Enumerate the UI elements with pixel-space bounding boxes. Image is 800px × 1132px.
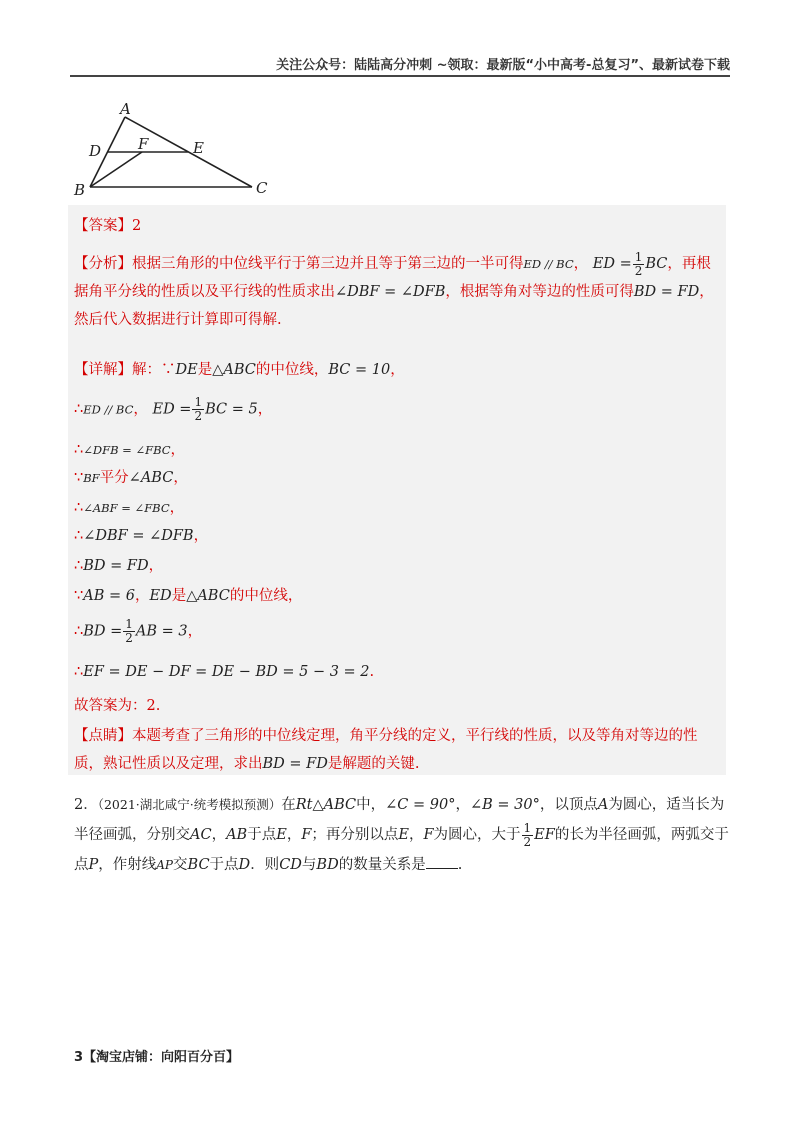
q-math: BC xyxy=(187,857,210,873)
point-label-f: F xyxy=(138,135,149,153)
q-math: EF xyxy=(534,827,555,843)
analysis-text-1: 根据三角形的中位线平行于第三边并且等于第三边的一半可得 xyxy=(132,256,524,272)
step-math: DE xyxy=(175,362,198,378)
step-math: AB = 3 xyxy=(135,623,188,640)
q-math: ∠C = 90° xyxy=(385,797,456,813)
question-source: （2021·湖北咸宁·统考模拟预测） xyxy=(97,797,282,812)
step-math: ED // BC xyxy=(83,402,134,417)
step-text: ， xyxy=(257,401,273,418)
analysis-math-1: ED // BC xyxy=(523,257,574,271)
q-text: ， xyxy=(286,827,302,843)
detail-step-3 xyxy=(74,438,185,459)
conclusion-line: 故答案为：2. xyxy=(74,698,161,714)
q-text: ， xyxy=(408,827,424,843)
page-footer: 3【淘宝店铺：向阳百分百】 xyxy=(74,1050,240,1065)
point-label-b: B xyxy=(74,181,86,199)
step-symbol: ∴ xyxy=(74,442,84,458)
point-label-d: D xyxy=(89,142,102,160)
comment-text: 本题考查了三角形的中位线定理，角平分线的定义，平行线的性质，以及等角对等边的性质，熟记性质以及定理，求出 xyxy=(74,728,698,772)
step-math: △ABC xyxy=(212,362,256,378)
q-text: ．则 xyxy=(250,857,280,873)
answer-value: 2 xyxy=(132,218,142,234)
fraction-numerator: 1 xyxy=(634,249,643,264)
answer-line xyxy=(74,214,141,235)
header-rule xyxy=(70,75,730,77)
step-text: . xyxy=(369,664,375,680)
step-symbol: ∵ xyxy=(74,470,84,486)
step-text: ， xyxy=(193,528,209,544)
question-number: 2． xyxy=(74,797,98,813)
q-text: 为圆心，大于 xyxy=(433,827,521,843)
point-label-e: E xyxy=(193,139,204,157)
q-math: E xyxy=(276,827,287,843)
analysis-text-2: ，再根据角平分线的性质以及平行线的性质求出 xyxy=(74,256,711,300)
step-symbol: ∴ xyxy=(74,558,84,574)
answer-tag: 【答案】 xyxy=(74,218,132,234)
q-math: AC xyxy=(190,827,212,843)
comment-math: BD = FD xyxy=(262,756,328,772)
step-text: ， xyxy=(173,470,188,486)
step-math: ∠DFB = ∠FBC xyxy=(83,443,171,457)
step-symbol: ∴ xyxy=(74,500,84,516)
step-math: ∠ABC xyxy=(128,470,174,486)
fraction-numerator: 1 xyxy=(125,617,133,631)
detail-tag: 【详解】 xyxy=(74,362,132,378)
comment-paragraph xyxy=(74,722,724,778)
analysis-math-3: ∠DBF = ∠DFB xyxy=(335,284,446,300)
detail-step-10 xyxy=(74,664,374,680)
step-fraction xyxy=(192,396,204,423)
detail-step-4 xyxy=(74,466,188,487)
step-math: △ABC xyxy=(186,588,230,604)
step-math: BD = xyxy=(83,623,123,640)
analysis-tag: 【分析】 xyxy=(74,256,132,272)
q-math: F xyxy=(301,827,312,843)
step-text: ， xyxy=(134,588,150,604)
step-text: ， xyxy=(169,500,185,516)
analysis-math-2-left: ED = xyxy=(592,256,632,272)
q-text: ，作射线 xyxy=(98,857,157,873)
step-math: BC = 5 xyxy=(205,401,258,418)
q-text: 于点 xyxy=(247,827,277,843)
step-symbol: ∴ xyxy=(74,623,84,640)
q-math: ∠B = 30° xyxy=(469,797,540,813)
fraction-denominator: 2 xyxy=(194,409,203,423)
q-math: AB xyxy=(226,827,248,843)
step-math: ∠ABF = ∠FBC xyxy=(83,501,170,515)
q-fraction xyxy=(522,822,534,849)
question-2 xyxy=(74,790,729,880)
fraction-denominator: 2 xyxy=(634,263,643,278)
q-text: 中， xyxy=(356,797,386,813)
detail-step-6 xyxy=(74,524,208,545)
detail-step-7 xyxy=(74,554,163,575)
q-math: BD xyxy=(316,857,339,873)
q-text: 为圆心，适当长为半径画弧，分别交 xyxy=(74,797,725,843)
triangle-figure xyxy=(72,100,282,200)
q-text: ， xyxy=(211,827,227,843)
q-math: CD xyxy=(279,857,302,873)
step-text: 是 xyxy=(171,588,187,604)
q-math: Rt△ABC xyxy=(295,797,357,813)
step-math: ED xyxy=(149,588,172,604)
comment-tag: 【点睛】 xyxy=(74,728,132,744)
q-math: F xyxy=(423,827,434,843)
fraction-denominator: 2 xyxy=(125,631,133,645)
step-math: BF xyxy=(83,471,100,485)
answer-blank[interactable] xyxy=(426,854,458,869)
q-text: 于点 xyxy=(209,857,239,873)
q-text: 的数量关系是 xyxy=(338,857,426,873)
analysis-math-4: BD = FD xyxy=(633,284,700,300)
step-symbol: ∴ xyxy=(74,664,84,680)
q-text: 在 xyxy=(281,797,296,813)
step-symbol: ∴ xyxy=(74,528,84,544)
analysis-paragraph xyxy=(74,250,724,334)
detail-step-9 xyxy=(74,618,202,645)
step-text: 的中位线， xyxy=(229,588,303,604)
q-text: 与 xyxy=(301,857,317,873)
detail-step-1 xyxy=(74,358,405,379)
q-text: . xyxy=(457,857,463,873)
step-fraction xyxy=(123,618,135,645)
step-math: BD = FD xyxy=(83,558,149,574)
step-text: 平分 xyxy=(99,470,129,486)
q-math: D xyxy=(238,857,251,873)
point-label-a: A xyxy=(120,100,131,118)
q-math: P xyxy=(88,857,99,873)
q-text: 交 xyxy=(173,857,188,873)
analysis-fraction xyxy=(633,251,645,278)
detail-step-8 xyxy=(74,584,302,605)
step-text: ， xyxy=(133,401,148,418)
step-symbol: ∴ xyxy=(74,401,84,418)
step-math: ED = xyxy=(152,401,192,418)
page-header: 关注公众号：陆陆高分冲刺 ~领取：最新版“小中高考-总复习”、最新试卷下载 xyxy=(276,58,730,73)
q-text: ；再分别以点 xyxy=(311,827,399,843)
fraction-numerator: 1 xyxy=(194,395,203,409)
comment-text: 是解题的关键. xyxy=(327,756,420,772)
step-math: AB = 6 xyxy=(83,588,135,604)
step-text: ， xyxy=(148,558,164,574)
step-symbol: ∵ xyxy=(74,588,84,604)
analysis-math-2-right: BC xyxy=(645,256,668,272)
step-text: 的中位线， xyxy=(255,362,329,378)
detail-step-2 xyxy=(74,396,272,423)
analysis-sep: ， xyxy=(573,256,589,272)
analysis-text-4: ，然后代入数据进行计算即可得解. xyxy=(74,284,714,328)
q-text: ， xyxy=(455,797,470,813)
step-text: ， xyxy=(187,623,203,640)
q-text: 的长为半径画弧，两弧交于点 xyxy=(74,827,729,873)
fraction-denominator: 2 xyxy=(523,834,532,849)
q-text: ，以顶点 xyxy=(539,797,598,813)
step-text: ， xyxy=(170,442,186,458)
detail-intro: 解：∵ xyxy=(132,362,176,378)
step-math: EF = DE − DF = DE − BD = 5 − 3 = 2 xyxy=(83,664,370,680)
detail-step-5 xyxy=(74,496,184,517)
q-math: AP xyxy=(156,858,174,872)
step-math: BC = 10 xyxy=(328,362,391,378)
step-text: 是 xyxy=(197,362,213,378)
step-text: ， xyxy=(390,362,405,378)
q-math: A xyxy=(597,797,609,813)
q-math: E xyxy=(398,827,409,843)
point-label-c: C xyxy=(256,179,268,197)
fraction-numerator: 1 xyxy=(523,820,532,835)
analysis-text-3: ，根据等角对等边的性质可得 xyxy=(445,284,634,300)
step-math: ∠DBF = ∠DFB xyxy=(83,528,194,544)
